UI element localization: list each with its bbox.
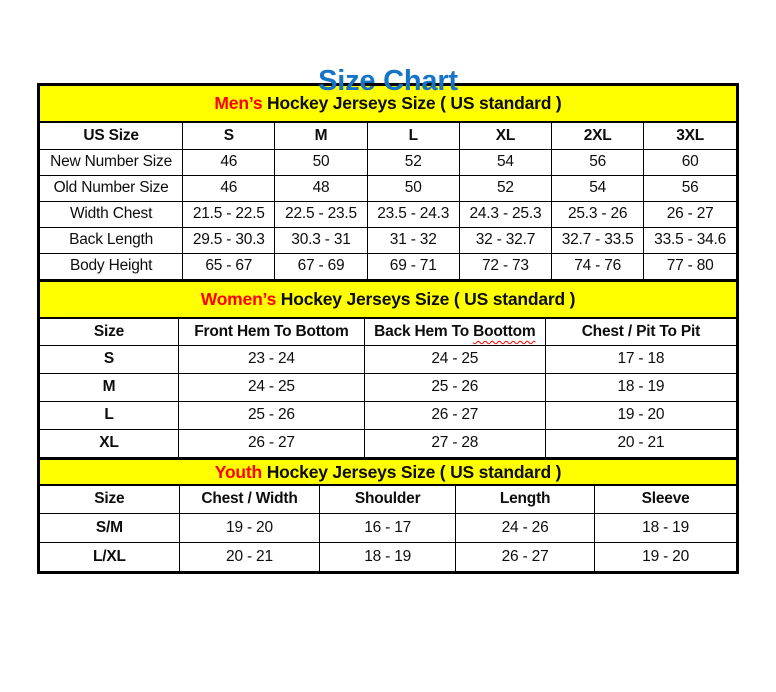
size-value-cell: 69 - 71 [367,253,459,279]
size-value-cell: 22.5 - 23.5 [275,201,367,227]
size-value-cell: 27 - 28 [364,429,545,457]
size-value-cell: 25 - 26 [364,373,545,401]
womens-table-row [40,345,736,373]
row-label: S/M [40,513,179,542]
womens-column-header-1: Size [40,319,179,345]
size-value-cell: 48 [275,175,367,201]
youth-column-header-1: Size [40,486,179,513]
size-value-cell: 19 - 20 [545,401,736,429]
size-value-cell: 26 - 27 [455,542,594,571]
youth-size-table [40,486,736,571]
size-value-cell: 19 - 20 [595,542,736,571]
size-value-cell: 65 - 67 [183,253,275,279]
page-title: Size Chart [318,65,458,97]
section-title-highlight: Women’s [200,289,277,309]
size-value-cell: 23 - 24 [179,345,365,373]
size-value-cell: 25.3 - 26 [552,201,644,227]
womens-table-row [40,373,736,401]
size-value-cell: 46 [183,149,275,175]
mens-column-header-1: US Size [40,123,183,149]
womens-table-row [40,401,736,429]
size-value-cell: 52 [459,175,551,201]
row-label: Body Height [40,253,183,279]
size-value-cell: 31 - 32 [367,227,459,253]
size-value-cell: 18 - 19 [320,542,456,571]
row-label: New Number Size [40,149,183,175]
size-value-cell: 24.3 - 25.3 [459,201,551,227]
size-value-cell: 46 [183,175,275,201]
size-value-cell: 18 - 19 [545,373,736,401]
section-title-text: Hockey Jerseys Size ( US standard ) [262,93,562,113]
row-label: Width Chest [40,201,183,227]
mens-header-row [40,123,736,149]
womens-size-table [40,319,736,457]
youth-table-row [40,542,736,571]
size-value-cell: 25 - 26 [179,401,365,429]
womens-header-row [40,319,736,345]
womens-column-header-3 [364,319,545,345]
row-label: Old Number Size [40,175,183,201]
section-title-text: Hockey Jerseys Size ( US standard ) [262,461,562,482]
youth-size-section [37,457,739,574]
youth-table-row [40,513,736,542]
womens-section-title-band [40,282,736,319]
size-value-cell: 29.5 - 30.3 [183,227,275,253]
mens-size-table [40,123,736,279]
size-value-cell: 50 [367,175,459,201]
size-value-cell: 21.5 - 22.5 [183,201,275,227]
size-value-cell: 54 [552,175,644,201]
youth-column-header-5: Sleeve [595,486,736,513]
womens-table-row [40,429,736,457]
mens-column-header-4: L [367,123,459,149]
size-value-cell: 20 - 21 [545,429,736,457]
size-value-cell: 16 - 17 [320,513,456,542]
section-title-highlight: Youth [214,461,263,482]
row-label: L/XL [40,542,179,571]
size-value-cell: 67 - 69 [275,253,367,279]
womens-size-section [37,279,739,460]
size-value-cell: 56 [552,149,644,175]
size-value-cell: 23.5 - 24.3 [367,201,459,227]
youth-column-header-4: Length [455,486,594,513]
size-value-cell: 33.5 - 34.6 [644,227,736,253]
row-label: Back Length [40,227,183,253]
misspelled-word: Boottom [473,322,536,340]
mens-column-header-5: XL [459,123,551,149]
mens-table-row [40,227,736,253]
mens-column-header-3: M [275,123,367,149]
youth-column-header-2: Chest / Width [179,486,320,513]
womens-column-header-4: Chest / Pit To Pit [545,319,736,345]
section-title-highlight: Men’s [214,93,263,113]
size-value-cell: 26 - 27 [364,401,545,429]
womens-column-header-2: Front Hem To Bottom [179,319,365,345]
size-value-cell: 20 - 21 [179,542,320,571]
mens-table-row [40,253,736,279]
size-chart [37,83,739,574]
size-value-cell: 74 - 76 [552,253,644,279]
size-value-cell: 30.3 - 31 [275,227,367,253]
section-title-text: Hockey Jerseys Size ( US standard ) [276,289,576,309]
mens-size-section [37,83,739,282]
size-value-cell: 32 - 32.7 [459,227,551,253]
row-label: M [40,373,179,401]
size-value-cell: 56 [644,175,736,201]
size-value-cell: 19 - 20 [179,513,320,542]
size-value-cell: 24 - 25 [364,345,545,373]
mens-table-row [40,201,736,227]
size-value-cell: 32.7 - 33.5 [552,227,644,253]
size-value-cell: 52 [367,149,459,175]
row-label: L [40,401,179,429]
size-value-cell: 18 - 19 [595,513,736,542]
size-value-cell: 26 - 27 [179,429,365,457]
mens-table-row [40,149,736,175]
youth-column-header-3: Shoulder [320,486,456,513]
size-value-cell: 24 - 26 [455,513,594,542]
size-value-cell: 50 [275,149,367,175]
size-value-cell: 77 - 80 [644,253,736,279]
mens-column-header-6: 2XL [552,123,644,149]
size-value-cell: 26 - 27 [644,201,736,227]
youth-header-row [40,486,736,513]
row-label: S [40,345,179,373]
size-value-cell: 72 - 73 [459,253,551,279]
mens-column-header-7: 3XL [644,123,736,149]
size-value-cell: 54 [459,149,551,175]
mens-table-row [40,175,736,201]
size-value-cell: 24 - 25 [179,373,365,401]
size-value-cell: 60 [644,149,736,175]
mens-column-header-2: S [183,123,275,149]
row-label: XL [40,429,179,457]
youth-section-title-band [40,460,736,486]
size-value-cell: 17 - 18 [545,345,736,373]
column-header-text: Back Hem To [374,322,474,340]
